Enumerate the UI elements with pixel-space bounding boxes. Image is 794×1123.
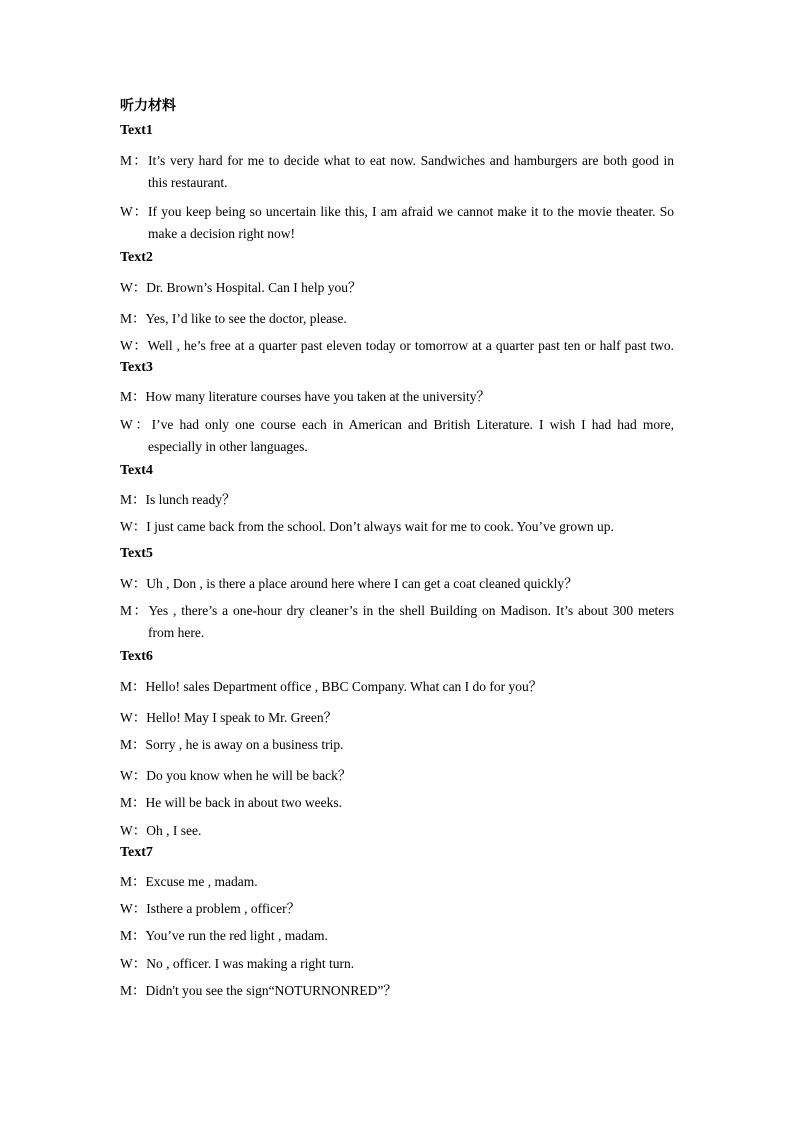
dialogue-text: Is lunch ready？ (145, 492, 236, 507)
dialogue-line (120, 276, 674, 296)
dialogue-text: I just came back from the school. Don’t always wait for me to cook. You’ve grown up. (146, 519, 614, 534)
speaker-label: W： (120, 417, 152, 432)
dialogue-line (120, 924, 674, 944)
dialogue-text: Well , he’s free at a quarter past eleven today or tomorrow at a quarter past ten or half past two. (147, 338, 674, 353)
section-title-text3: Text3 (120, 360, 153, 375)
speaker-label: W： (120, 956, 147, 971)
dialogue-line (120, 334, 674, 354)
dialogue-line (120, 979, 674, 999)
dialogue-text: Yes , there’s a one-hour dry cleaner’s in the shell Building on Madison. It’s about 300 meters (148, 603, 674, 618)
section-title-text6: Text6 (120, 649, 153, 664)
speaker-label: M： (120, 389, 146, 404)
dialogue-text: How many literature courses have you taken at the university？ (145, 389, 491, 404)
dialogue-text: Didn't you see the sign“NOTURNONRED”？ (145, 983, 397, 998)
speaker-label: M： (120, 928, 146, 943)
speaker-label: W： (120, 519, 147, 534)
dialogue-text: I’ve had only one course each in American and British Literature. I wish I had had more, (151, 417, 674, 432)
dialogue-continuation: this restaurant. (148, 175, 228, 190)
dialogue-text: Dr. Brown’s Hospital. Can I help you？ (146, 280, 362, 295)
speaker-label: W： (120, 768, 147, 783)
speaker-label: W： (120, 576, 147, 591)
dialogue-text: It’s very hard for me to decide what to eat now. Sandwiches and hamburgers are both good in (148, 153, 674, 168)
speaker-label: W： (120, 280, 147, 295)
dialogue-text: Yes, I’d like to see the doctor, please. (145, 311, 347, 326)
dialogue-text: Uh , Don , is there a place around here where I can get a coat cleaned quickly？ (146, 576, 578, 591)
dialogue-line (120, 307, 674, 327)
speaker-label: M： (120, 874, 146, 889)
dialogue-text: Isthere a problem , officer？ (146, 901, 301, 916)
dialogue-continuation: from here. (148, 625, 205, 640)
dialogue-text: Hello! May I speak to Mr. Green？ (146, 710, 338, 725)
speaker-label: M： (120, 603, 149, 618)
speaker-label: M： (120, 737, 146, 752)
dialogue-line (120, 952, 674, 972)
dialogue-line (120, 149, 674, 169)
speaker-label: W： (120, 901, 147, 916)
dialogue-text: He will be back in about two weeks. (145, 795, 342, 810)
dialogue-continuation: make a decision right now! (148, 226, 295, 241)
speaker-label: W： (120, 338, 148, 353)
speaker-label: W： (120, 823, 147, 838)
dialogue-line (120, 385, 674, 405)
dialogue-text: If you keep being so uncertain like this, I am afraid we cannot make it to the movie theater. So (147, 204, 674, 219)
speaker-label: M： (120, 311, 146, 326)
speaker-label: W： (120, 710, 147, 725)
dialogue-line (120, 791, 674, 811)
dialogue-line (120, 819, 674, 839)
dialogue-continuation: especially in other languages. (148, 439, 308, 454)
dialogue-line (120, 599, 674, 619)
section-title-text2: Text2 (120, 250, 153, 265)
dialogue-text: You’ve run the red light , madam. (145, 928, 328, 943)
speaker-label: W： (120, 204, 148, 219)
dialogue-line (120, 733, 674, 753)
dialogue-text: Oh , I see. (146, 823, 202, 838)
dialogue-text: Do you know when he will be back？ (146, 768, 352, 783)
speaker-label: M： (120, 983, 146, 998)
document-heading: 听力材料 (120, 99, 176, 114)
dialogue-line (120, 515, 674, 535)
dialogue-line (120, 200, 674, 220)
speaker-label: M： (120, 679, 146, 694)
speaker-label: M： (120, 795, 146, 810)
section-title-text5: Text5 (120, 546, 153, 561)
speaker-label: M： (120, 492, 146, 507)
dialogue-line (120, 764, 674, 784)
dialogue-line (120, 870, 674, 890)
dialogue-text: Hello! sales Department office , BBC Company. What can I do for you？ (145, 679, 543, 694)
section-title-text7: Text7 (120, 845, 153, 860)
dialogue-line (120, 706, 674, 726)
dialogue-text: Excuse me , madam. (145, 874, 258, 889)
dialogue-line (120, 897, 674, 917)
dialogue-line (120, 413, 674, 433)
section-title-text1: Text1 (120, 123, 153, 138)
dialogue-line (120, 572, 674, 592)
dialogue-text: Sorry , he is away on a business trip. (145, 737, 344, 752)
speaker-label: M： (120, 153, 149, 168)
dialogue-line (120, 488, 674, 508)
dialogue-line (120, 675, 674, 695)
dialogue-text: No , officer. I was making a right turn. (146, 956, 355, 971)
section-title-text4: Text4 (120, 463, 153, 478)
